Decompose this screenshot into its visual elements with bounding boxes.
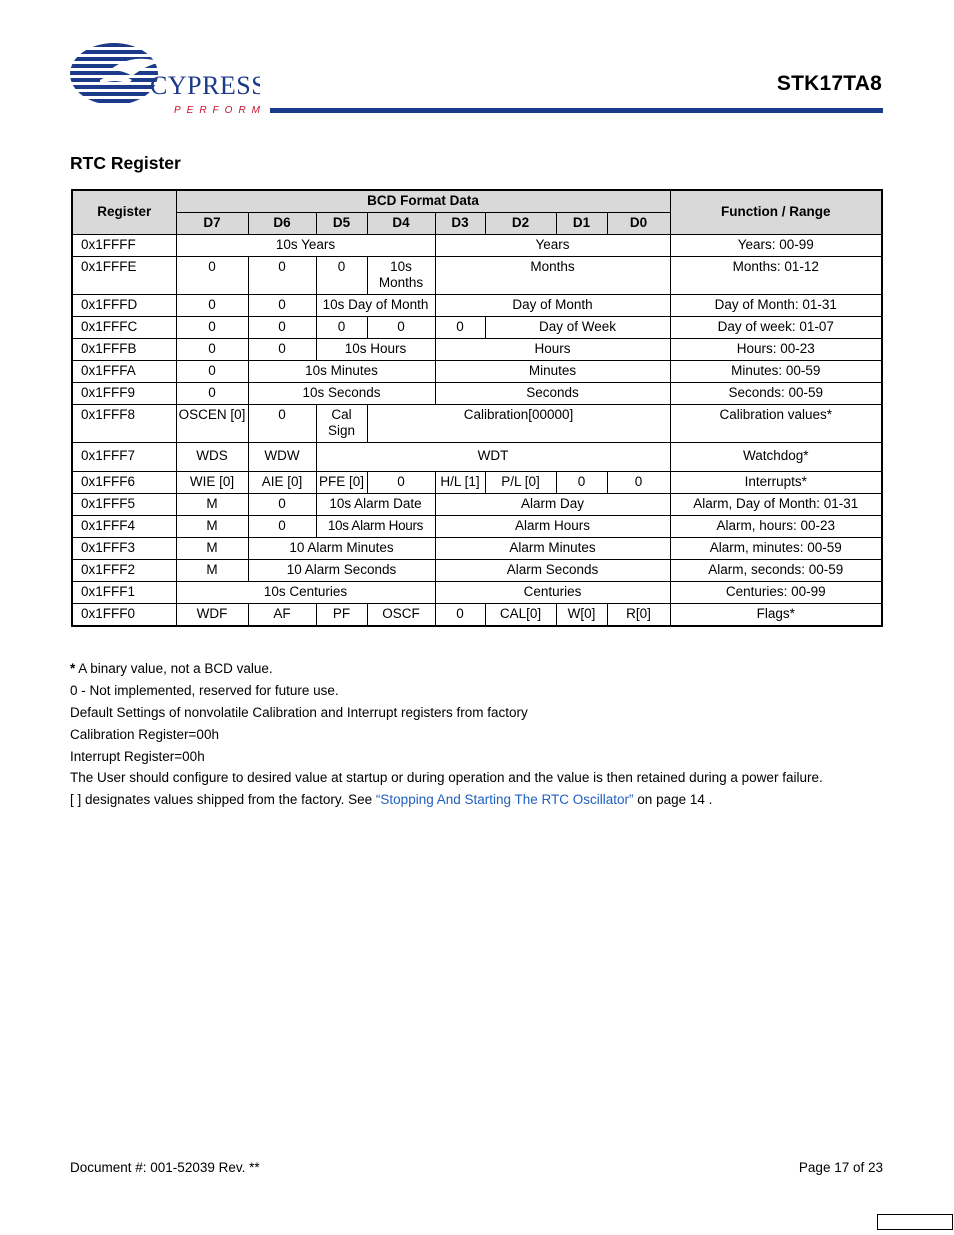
bit-field: PFE [0] — [316, 472, 367, 494]
bit-field: Minutes — [435, 361, 670, 383]
register-address: 0x1FFFB — [72, 339, 176, 361]
note-default-settings: Default Settings of nonvolatile Calibration and Interrupt registers from factory — [70, 704, 528, 720]
bit-field: 0 — [176, 317, 248, 339]
table-row — [72, 472, 882, 494]
register-address: 0x1FFF1 — [72, 582, 176, 604]
table-row — [72, 494, 882, 516]
col-function-range: Function / Range — [670, 190, 882, 235]
bit-field: 0 — [435, 317, 485, 339]
bit-field: 10s Hours — [316, 339, 435, 361]
col-bit: D7 — [176, 213, 248, 235]
register-address: 0x1FFF6 — [72, 472, 176, 494]
function-range: Hours: 00-23 — [670, 339, 882, 361]
bit-field: WDF — [176, 604, 248, 627]
function-range: Alarm, hours: 00-23 — [670, 516, 882, 538]
bit-field: Alarm Seconds — [435, 560, 670, 582]
register-address: 0x1FFF8 — [72, 405, 176, 443]
rtc-register-table — [71, 189, 883, 627]
table-row — [72, 538, 882, 560]
register-address: 0x1FFFF — [72, 235, 176, 257]
bit-field: R[0] — [607, 604, 670, 627]
cypress-logo — [70, 40, 260, 116]
bit-field: 0 — [176, 339, 248, 361]
bit-field: 0 — [248, 494, 316, 516]
col-bit: D5 — [316, 213, 367, 235]
note-text: on page 14 . — [633, 792, 713, 808]
register-address: 0x1FFFA — [72, 361, 176, 383]
bit-field: Calibration[00000] — [367, 405, 670, 443]
bit-field: 10s Minutes — [248, 361, 435, 383]
bit-field: 10 Alarm Minutes — [248, 538, 435, 560]
bit-field: 0 — [316, 317, 367, 339]
register-address: 0x1FFF2 — [72, 560, 176, 582]
bit-field: 10s Alarm Date — [316, 494, 435, 516]
bit-field: 10s Months — [367, 257, 435, 295]
bit-field: 0 — [248, 257, 316, 295]
cypress-logo-graphic — [70, 40, 260, 116]
col-bit: D3 — [435, 213, 485, 235]
bit-field: 10s Centuries — [176, 582, 435, 604]
register-address: 0x1FFF5 — [72, 494, 176, 516]
bit-field: Seconds — [435, 383, 670, 405]
bit-field: 0 — [176, 361, 248, 383]
function-range: Alarm, Day of Month: 01-31 — [670, 494, 882, 516]
rtc-oscillator-link[interactable]: “Stopping And Starting The RTC Oscillator” — [375, 792, 634, 808]
function-range: Minutes: 00-59 — [670, 361, 882, 383]
table-row — [72, 257, 882, 295]
bit-field: 0 — [176, 295, 248, 317]
bit-field: WIE [0] — [176, 472, 248, 494]
function-range: Centuries: 00-99 — [670, 582, 882, 604]
table-notes — [70, 660, 900, 813]
bit-field: 10s Seconds — [248, 383, 435, 405]
note-text: [ ] designates values shipped from the factory. See — [70, 792, 376, 808]
table-row — [72, 295, 882, 317]
bit-field: Alarm Day — [435, 494, 670, 516]
function-range: Day of week: 01-07 — [670, 317, 882, 339]
bit-field: 0 — [435, 604, 485, 627]
section-title: RTC Register — [70, 153, 181, 173]
bit-field: M — [176, 560, 248, 582]
register-address: 0x1FFFD — [72, 295, 176, 317]
bit-field: 10 Alarm Seconds — [248, 560, 435, 582]
bit-field: 0 — [607, 472, 670, 494]
register-address: 0x1FFF0 — [72, 604, 176, 627]
bit-field: Hours — [435, 339, 670, 361]
register-address: 0x1FFFE — [72, 257, 176, 295]
table-row — [72, 560, 882, 582]
note-user-configure: The User should configure to desired value at startup or during operation and the value is then retained during a power failure. — [70, 770, 823, 786]
col-bcd-format: BCD Format Data — [176, 190, 670, 213]
bit-field: M — [176, 494, 248, 516]
document-title: STK17TA8 — [776, 72, 882, 95]
bit-field: H/L [1] — [435, 472, 485, 494]
note-not-implemented: 0 - Not implemented, reserved for future use. — [70, 682, 339, 698]
col-bit: D1 — [556, 213, 607, 235]
bit-field: 0 — [248, 405, 316, 443]
document-number: Document #: 001-52039 Rev. ** — [70, 1160, 260, 1175]
bit-field: OSCF — [367, 604, 435, 627]
bit-field: M — [176, 516, 248, 538]
bit-field: 0 — [248, 339, 316, 361]
function-range: Years: 00-99 — [670, 235, 882, 257]
table-row — [72, 361, 882, 383]
bit-field: Months — [435, 257, 670, 295]
function-range: Day of Month: 01-31 — [670, 295, 882, 317]
bit-field: Alarm Hours — [435, 516, 670, 538]
function-range: Flags* — [670, 604, 882, 627]
function-range: Calibration values* — [670, 405, 882, 443]
bit-field: Years — [435, 235, 670, 257]
bit-field: W[0] — [556, 604, 607, 627]
col-bit: D4 — [367, 213, 435, 235]
table-row — [72, 604, 882, 627]
header-rule — [270, 108, 883, 113]
feedback-box[interactable] — [877, 1214, 953, 1230]
logo-wordmark: CYPRESS — [150, 71, 260, 100]
function-range: Seconds: 00-59 — [670, 383, 882, 405]
bit-field: 0 — [556, 472, 607, 494]
col-bit: D6 — [248, 213, 316, 235]
note-interrupt-register: Interrupt Register=00h — [70, 748, 205, 764]
bit-field: 10s Years — [176, 235, 435, 257]
table-row — [72, 235, 882, 257]
bit-field: 0 — [316, 257, 367, 295]
register-address: 0x1FFF9 — [72, 383, 176, 405]
col-register: Register — [72, 190, 176, 235]
bit-field: 10s Alarm Hours — [316, 516, 435, 538]
bit-field: 0 — [367, 472, 435, 494]
bit-field: 0 — [176, 257, 248, 295]
col-bit: D2 — [485, 213, 556, 235]
table-row — [72, 405, 882, 443]
table-row — [72, 317, 882, 339]
bit-field: 0 — [248, 295, 316, 317]
bit-field: 0 — [176, 383, 248, 405]
bit-field: M — [176, 538, 248, 560]
table-row — [72, 516, 882, 538]
function-range: Interrupts* — [670, 472, 882, 494]
register-address: 0x1FFF4 — [72, 516, 176, 538]
logo-tagline: PERFORM — [174, 105, 260, 116]
bit-field: WDS — [176, 443, 248, 472]
register-address: 0x1FFF3 — [72, 538, 176, 560]
bit-field: Day of Week — [485, 317, 670, 339]
table-row — [72, 339, 882, 361]
bit-field: Day of Month — [435, 295, 670, 317]
function-range: Months: 01-12 — [670, 257, 882, 295]
bit-field: Cal Sign — [316, 405, 367, 443]
bit-field: OSCEN [0] — [176, 405, 248, 443]
bit-field: 0 — [248, 317, 316, 339]
note-text: A binary value, not a BCD value. — [75, 661, 273, 676]
col-bit: D0 — [607, 213, 670, 235]
bit-field: Centuries — [435, 582, 670, 604]
bit-field: PF — [316, 604, 367, 627]
register-address: 0x1FFF7 — [72, 443, 176, 472]
bit-field: 0 — [248, 516, 316, 538]
bit-field: 0 — [367, 317, 435, 339]
bit-field: CAL[0] — [485, 604, 556, 627]
function-range: Watchdog* — [670, 443, 882, 472]
register-address: 0x1FFFC — [72, 317, 176, 339]
bit-field: 10s Day of Month — [316, 295, 435, 317]
bit-field: WDW — [248, 443, 316, 472]
header-row-1 — [72, 190, 882, 213]
bit-field: P/L [0] — [485, 472, 556, 494]
function-range: Alarm, seconds: 00-59 — [670, 560, 882, 582]
page-number: Page 17 of 23 — [798, 1160, 883, 1175]
note-factory-values — [70, 791, 900, 813]
bit-field: WDT — [316, 443, 670, 472]
function-range: Alarm, minutes: 00-59 — [670, 538, 882, 560]
bit-field: Alarm Minutes — [435, 538, 670, 560]
note-calibration-register: Calibration Register=00h — [70, 726, 219, 742]
note-binary — [70, 660, 900, 682]
table-row — [72, 443, 882, 472]
note-asterisk: * — [70, 661, 76, 676]
bit-field: AF — [248, 604, 316, 627]
table-row — [72, 582, 882, 604]
bit-field: AIE [0] — [248, 472, 316, 494]
table-row — [72, 383, 882, 405]
